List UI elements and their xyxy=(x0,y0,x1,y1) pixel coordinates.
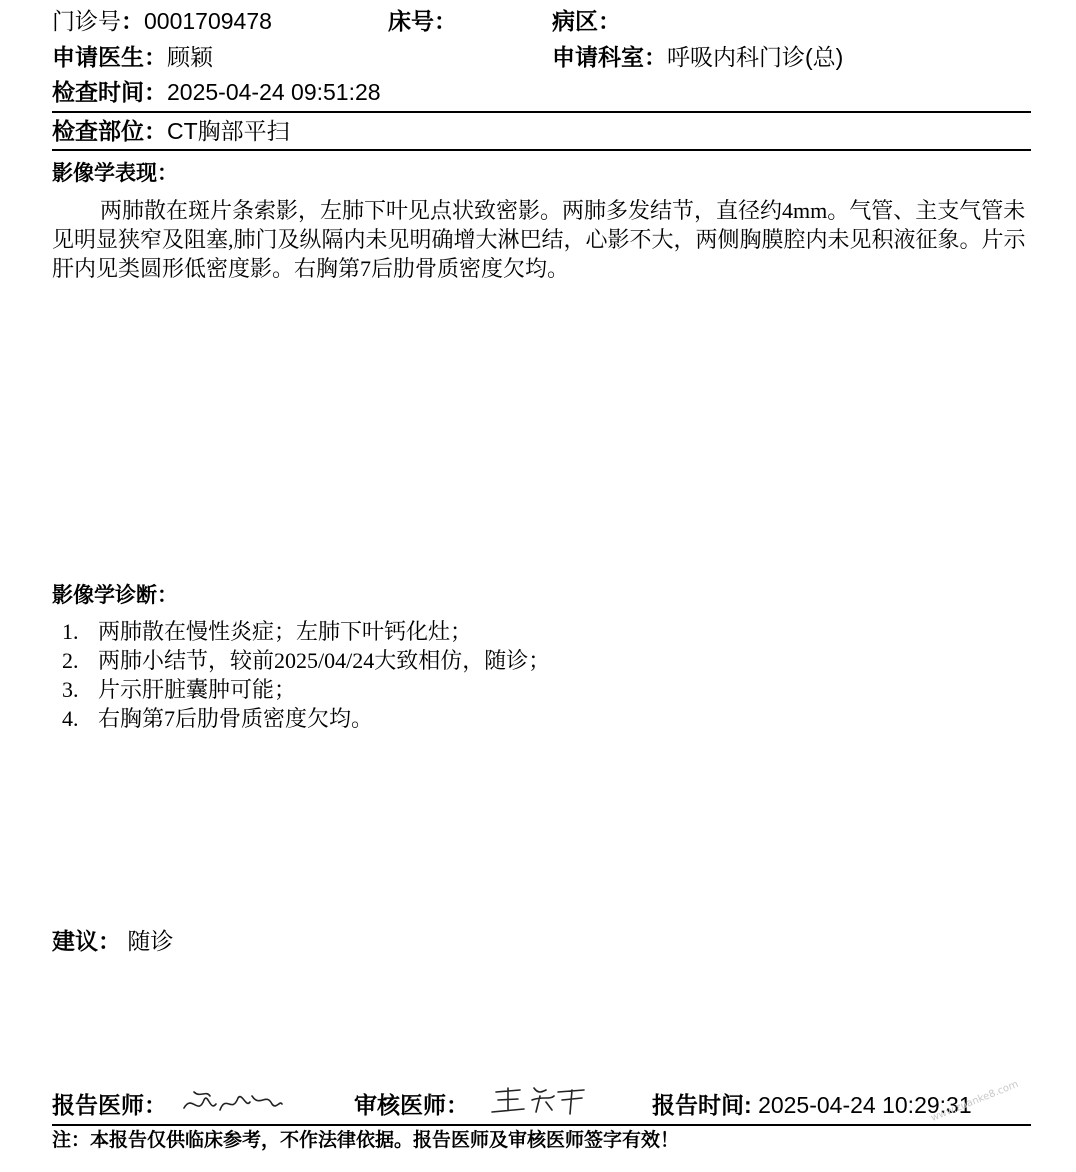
report-doctor-label: 报告医师： xyxy=(52,1092,167,1118)
exam-part-value: CT胸部平扫 xyxy=(167,118,290,144)
review-doctor-label: 审核医师： xyxy=(354,1092,469,1118)
diagnosis-item: 4. 右胸第7后肋骨质密度欠均。 xyxy=(62,706,374,731)
review-doctor-signature xyxy=(490,1082,590,1116)
diagnosis-item: 1. 两肺散在慢性炎症；左肺下叶钙化灶； xyxy=(62,619,473,644)
requesting-doctor-value: 顾颖 xyxy=(167,44,213,70)
exam-time xyxy=(52,77,381,107)
divider-footer xyxy=(52,1124,1031,1126)
outpatient-number: 门诊号：0001709478 xyxy=(52,8,272,34)
exam-time-value: 2025-04-24 09:51:28 xyxy=(167,79,381,105)
findings-title: 影像学表现： xyxy=(52,162,178,185)
requesting-department-value: 呼吸内科门诊(总) xyxy=(667,44,844,70)
divider-top xyxy=(52,111,1031,113)
disclaimer-note: 注：本报告仅供临床参考，不作法律依据。报告医师及审核医师签字有效！ xyxy=(52,1130,680,1151)
findings-text: 两肺散在斑片条索影，左肺下叶见点状致密影。两肺多发结节，直径约4mm。气管、主支气管未见明显狭窄及阻塞,肺门及纵隔内未见明确增大淋巴结，心影不大，两侧胸膜腔内未见积液征象。片示肝内见类圆形低密度影。右胸第7后肋骨质密度欠均。 xyxy=(52,198,1026,281)
report-doctor-signature xyxy=(180,1086,284,1122)
exam-part-label: 检查部位： xyxy=(52,118,167,144)
diagnosis-item: 2. 两肺小结节，较前2025/04/24大致相仿，随诊； xyxy=(62,648,551,673)
exam-part xyxy=(52,116,290,146)
exam-time-label: 检查时间： xyxy=(52,79,167,105)
suggestion xyxy=(52,926,173,956)
requesting-department xyxy=(552,42,843,72)
outpatient-number-label: 门诊号 xyxy=(52,8,121,34)
ward-label: 病区： xyxy=(552,8,621,34)
outpatient-number-value: 0001709478 xyxy=(144,8,272,34)
diagnosis-item: 3. 片示肝脏囊肿可能； xyxy=(62,677,297,702)
bed-label: 床号： xyxy=(388,8,457,34)
requesting-doctor-label: 申请医生： xyxy=(52,44,167,70)
report-time xyxy=(652,1090,972,1120)
report-time-label: 报告时间: xyxy=(652,1092,752,1118)
suggestion-value: 随诊 xyxy=(127,928,174,954)
suggestion-label: 建议： xyxy=(52,928,121,954)
requesting-department-label: 申请科室： xyxy=(552,44,667,70)
diagnosis-title: 影像学诊断： xyxy=(52,584,178,607)
divider-section xyxy=(52,149,1031,151)
requesting-doctor xyxy=(52,42,213,72)
report-time-value: 2025-04-24 10:29:31 xyxy=(758,1092,972,1118)
watermark: www.zuanke8.com xyxy=(929,1078,1021,1125)
